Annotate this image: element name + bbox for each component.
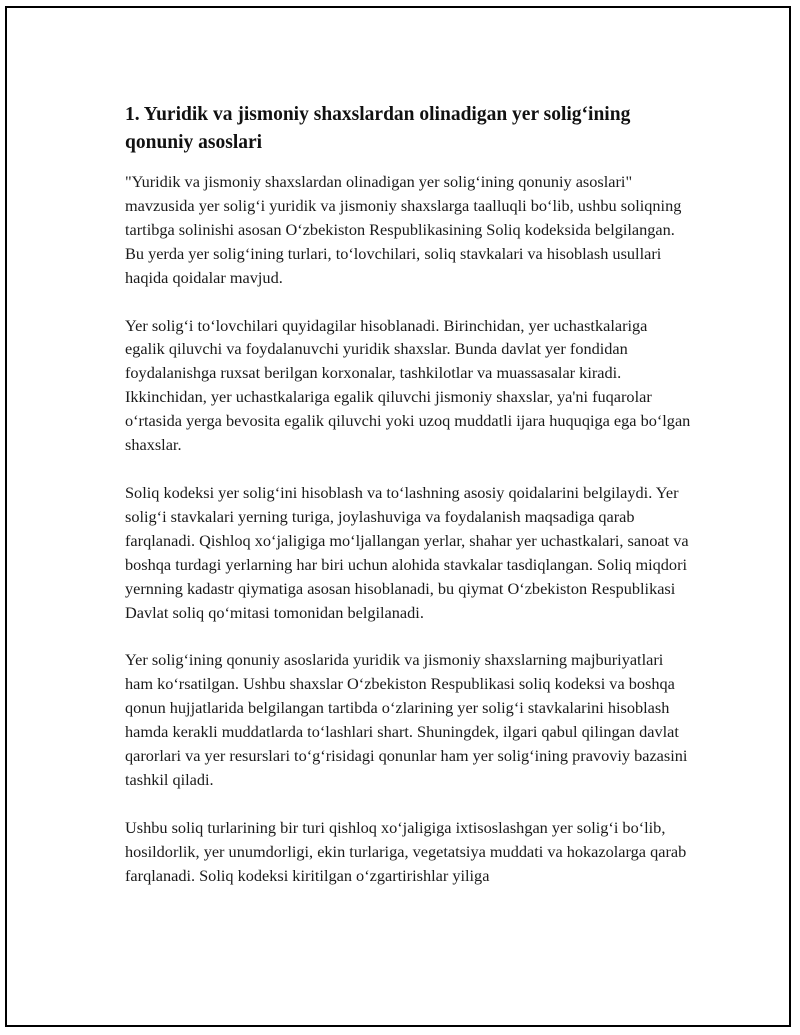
document-body — [125, 101, 691, 912]
paragraph: Yer solig‘ining qonuniy asoslarida yuridik va jismoniy shaxslarning majburiyatlari ham ko‘rsatilgan. Ushbu shaxslar O‘zbekiston Respublikasi soliq kodeksi va boshqa qonun hujjatlarida belgilangan tartibda o‘zlarining yer solig‘i stavkalarini hisoblash hamda kerakli muddatlarda to‘lashlari shart. Shuningdek, ilgari qabul qilingan davlat qarorlari va yer resurslari to‘g‘risidagi qonunlar ham yer solig‘ining pravoviy bazasini tashkil qiladi. — [125, 650, 688, 789]
paragraph: "Yuridik va jismoniy shaxslardan olinadigan yer solig‘ining qonuniy asoslari" mavzusida yer solig‘i yuridik va jismoniy shaxslarga taalluqli bo‘lib, ushbu soliqning tartibga solinishi asosan O‘zbekiston Respublikasining Soliq kodeksida belgilangan. Bu yerda yer solig‘ining turlari, to‘lovchilari, soliq stavkalari va hisoblash usullari haqida qoidalar mavjud. — [125, 172, 682, 287]
page-frame — [5, 6, 791, 1027]
section-heading: 1. Yuridik va jismoniy shaxslardan olinadigan yer solig‘ining qonuniy asoslari — [125, 104, 631, 153]
paragraph: Yer solig‘i to‘lovchilari quyidagilar hisoblanadi. Birinchidan, yer uchastkalariga egalik qiluvchi va foydalanuvchi yuridik shaxslar. Bunda davlat yer fondidan foydalanishga ruxsat berilgan korxonalar, tashkilotlar va muassasalar kiradi. Ikkinchidan, yer uchastkalariga egalik qiluvchi jismoniy shaxslar, ya'ni fuqarolar o‘rtasida yerga bevosita egalik qiluvchi yoki uzoq muddatli ijara huquqiga ega bo‘lgan shaxslar. — [125, 315, 691, 455]
paragraph: Soliq kodeksi yer solig‘ini hisoblash va to‘lashning asosiy qoidalarini belgilaydi. Yer solig‘i stavkalari yerning turiga, joylashuviga va foydalanish maqsadiga qarab farqlanadi. Qishloq xo‘jaligiga mo‘ljallangan yerlar, shahar yer uchastkalari, sanoat va boshqa turdagi yerlarning har biri uchun alohida stavkalar tasdiqlangan. Soliq miqdori yernning kadastr qiymatiga asosan hisoblanadi, bu qiymat O‘zbekiston Respublikasi Davlat soliq qo‘mitasi tomonidan belgilanadi. — [125, 482, 689, 622]
paragraph: Ushbu soliq turlarining bir turi qishloq xo‘jaligiga ixtisoslashgan yer solig‘i bo‘lib, hosildorlik, yer unumdorligi, ekin turlariga, vegetatsiya muddati va hokazolarga qarab farqlanadi. Soliq kodeksi kiritilgan o‘zgartirishlar yiliga — [125, 817, 687, 885]
